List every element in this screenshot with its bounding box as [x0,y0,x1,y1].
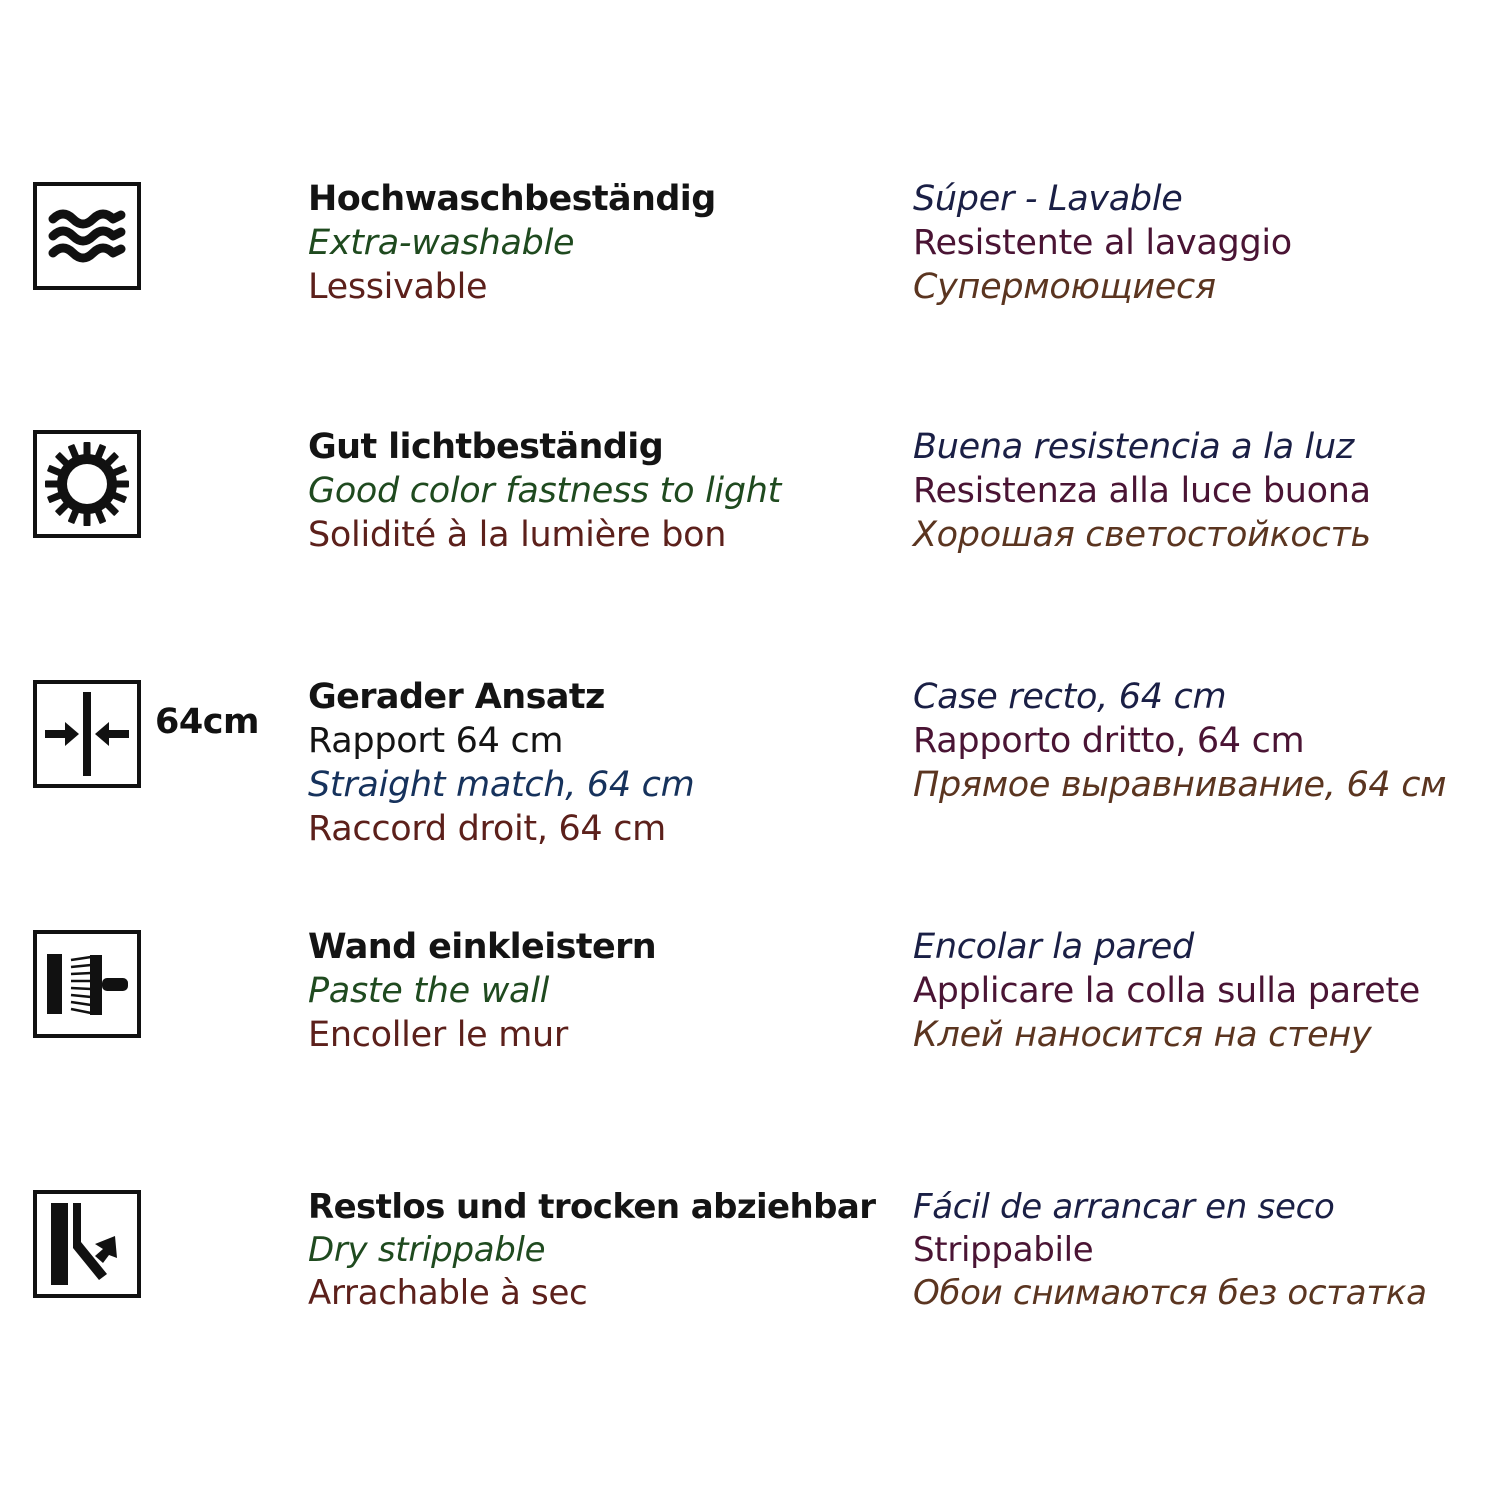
label-es: Fácil de arrancar en seco [913,1187,1335,1227]
label-fr: Raccord droit, 64 cm [308,809,666,849]
label-it: Strippabile [913,1230,1094,1270]
label-de: Wand einkleistern [308,927,657,967]
text-block-left [270,179,895,307]
label-en: Paste the wall [308,971,550,1011]
label-it: Resistente al lavaggio [913,223,1292,263]
label-es: Case recto, 64 cm [913,677,1227,717]
label-de: Hochwaschbeständig [308,179,716,219]
text-block-right [895,179,1500,307]
label-en: Good color fastness to light [308,471,782,511]
icon-cell [0,182,270,290]
label-en: Extra-washable [308,223,575,263]
label-it: Resistenza alla luce buona [913,471,1371,511]
text-block-left [270,927,895,1055]
icon-cell [0,430,270,538]
text-block-left [270,427,895,555]
label-en: Straight match, 64 cm [308,765,695,805]
text-block-left [270,1187,895,1313]
dry-strippable-icon [33,1190,141,1298]
label-ru: Обои снимаются без остатка [913,1273,1427,1313]
label-ru: Прямое выравнивание, 64 см [913,765,1447,805]
legend-row [0,179,1500,307]
icon-cell [0,680,270,788]
label-it: Applicare la colla sulla parete [913,971,1420,1011]
label-fr: Arrachable à sec [308,1273,588,1313]
label-fr: Solidité à la lumière bon [308,515,727,555]
label-fr: Lessivable [308,267,488,307]
text-block-left [270,677,895,849]
label-es: Súper - Lavable [913,179,1183,219]
label-es: Buena resistencia a la luz [913,427,1354,467]
legend-row [0,927,1500,1055]
repeat-size-label: 64cm [155,702,259,742]
icon-cell [0,1190,270,1298]
legend-row [0,677,1500,849]
sun-icon [33,430,141,538]
icon-cell [0,930,270,1038]
label-de: Gerader Ansatz [308,677,605,717]
legend-row [0,1187,1500,1313]
text-block-right [895,927,1500,1055]
label-es: Encolar la pared [913,927,1194,967]
label-en: Dry strippable [308,1230,546,1270]
straight-match-icon [33,680,141,788]
label-de: Restlos und trocken abziehbar [308,1187,876,1227]
text-block-right [895,427,1500,555]
label-de-alt: Rapport 64 cm [308,721,564,761]
label-ru: Супермоющиеся [913,267,1216,307]
label-fr: Encoller le mur [308,1015,568,1055]
paste-the-wall-icon [33,930,141,1038]
label-de: Gut lichtbeständig [308,427,664,467]
text-block-right [895,677,1500,805]
label-ru: Хорошая светостойкость [913,515,1371,555]
label-ru: Клей наносится на стену [913,1015,1372,1055]
text-block-right [895,1187,1500,1313]
label-it: Rapporto dritto, 64 cm [913,721,1305,761]
waves-icon [33,182,141,290]
legend-row [0,427,1500,555]
